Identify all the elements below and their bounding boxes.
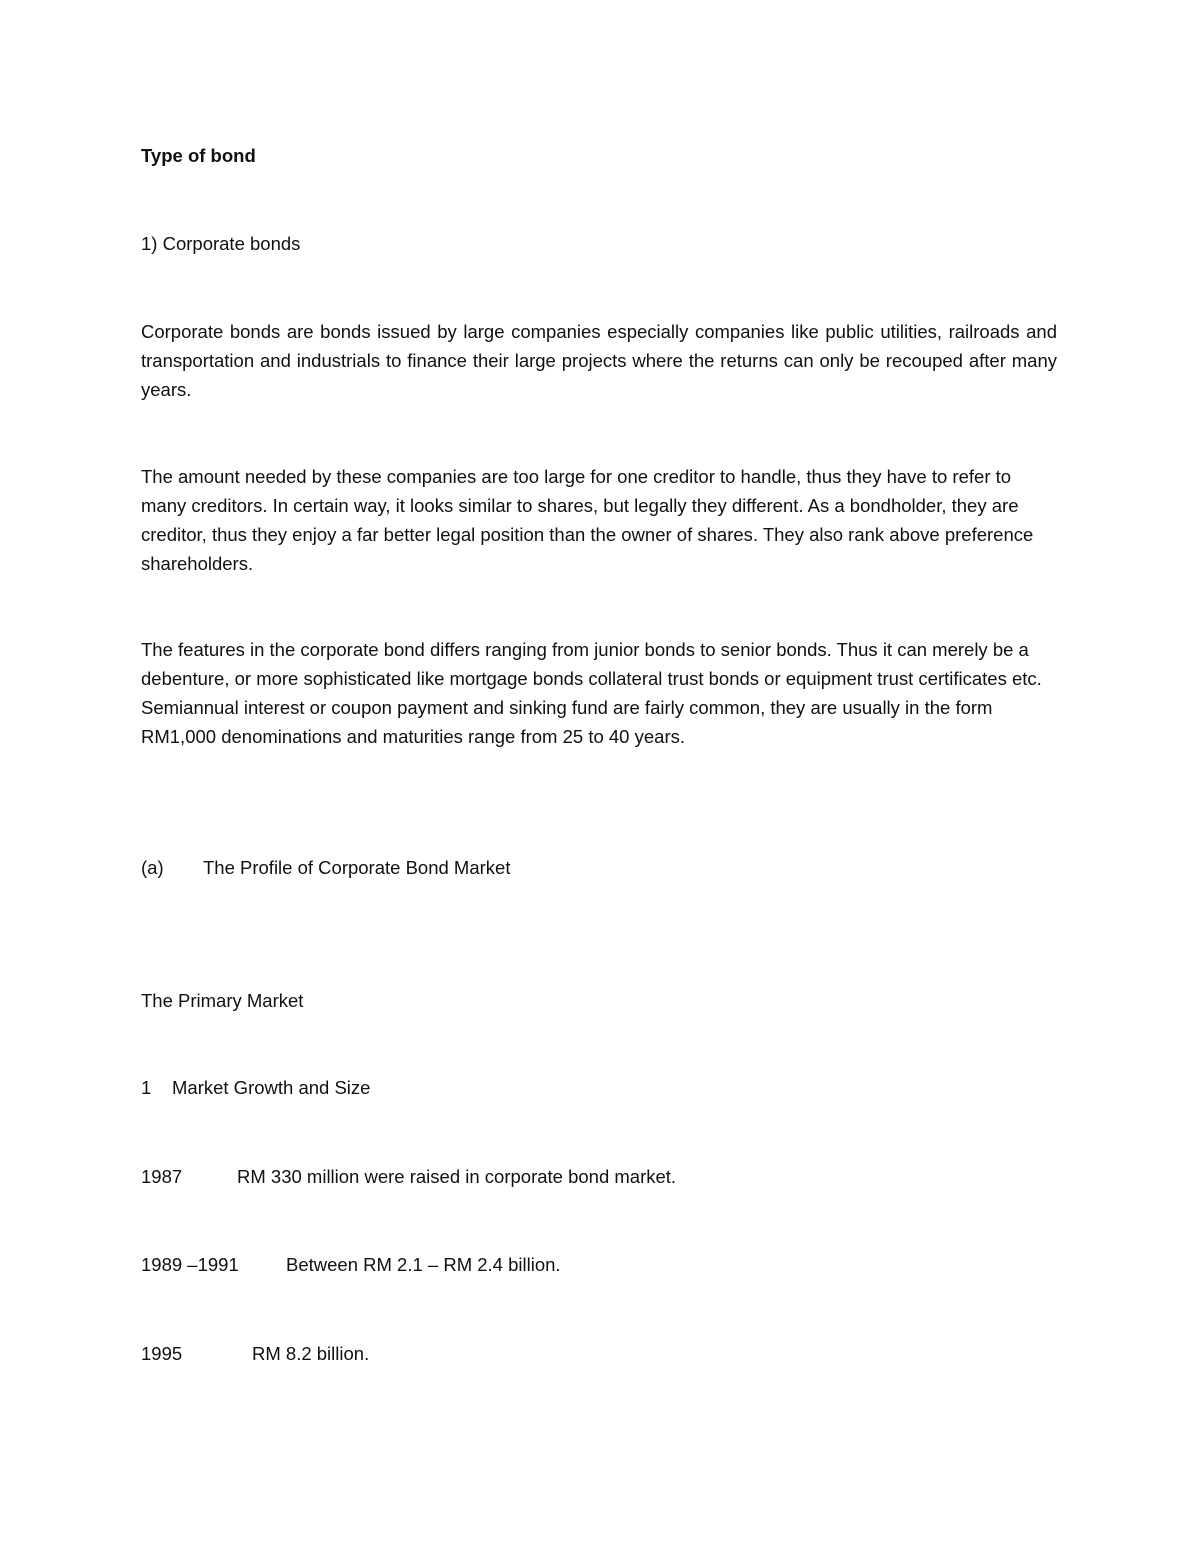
paragraph-creditors: The amount needed by these companies are too large for one creditor to handle, thus they have to refer to many creditors. In certain way, it looks similar to shares, but legally they different. As a bondholder, they are creditor, thus they enjoy a far better legal position than the owner of shares. They also rank above preference shareholders. (141, 466, 1034, 574)
growth-heading (141, 1073, 841, 1102)
timeline-year: 1987 (141, 1166, 183, 1187)
subsection-label: (a) (141, 857, 164, 878)
primary-market-heading: The Primary Market (141, 990, 304, 1011)
timeline-year: 1989 –1991 (141, 1254, 239, 1275)
timeline-row (141, 1250, 841, 1279)
timeline-text: RM 8.2 billion. (252, 1343, 370, 1364)
section-heading-corporate-bonds: 1) Corporate bonds (141, 233, 301, 254)
subsection-title: The Profile of Corporate Bond Market (203, 857, 511, 878)
growth-title: Market Growth and Size (172, 1077, 371, 1098)
timeline-row (141, 1339, 841, 1368)
timeline-text: Between RM 2.1 – RM 2.4 billion. (286, 1254, 561, 1275)
growth-number: 1 (141, 1077, 152, 1098)
timeline-text: RM 330 million were raised in corporate bond market. (237, 1166, 677, 1187)
paragraph-features: The features in the corporate bond differs ranging from junior bonds to senior bonds. Thus it can merely be a debenture, or more sophisticated like mortgage bonds collateral trust bonds or equipment trust certificates etc. Semiannual interest or coupon payment and sinking fund are fairly common, they are usually in the form RM1,000 denominations and maturities range from 25 to 40 years. (141, 639, 1042, 747)
paragraph-definition: Corporate bonds are bonds issued by large companies especially companies like public utilities, railroads and transportation and industrials to finance their large projects where the returns can only be recouped after many years. (141, 321, 1057, 400)
timeline-row (141, 1162, 841, 1191)
timeline-year: 1995 (141, 1343, 183, 1364)
document-title: Type of bond (141, 145, 256, 166)
subsection-heading (141, 853, 841, 882)
